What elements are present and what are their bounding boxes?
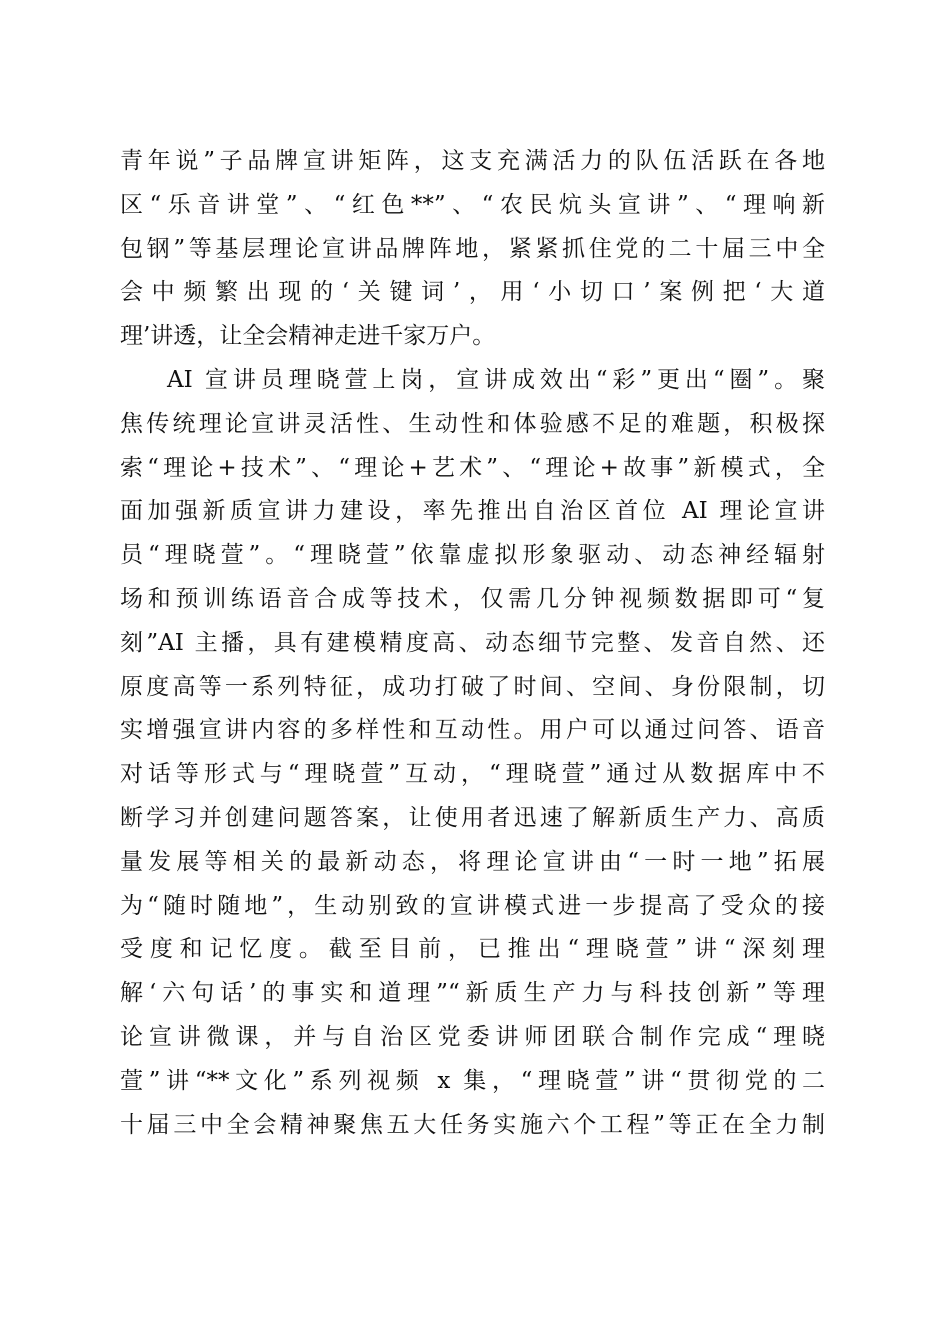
paragraph-line: 原度高等一系列特征，成功打破了时间、空间、身份限制，切 <box>120 673 825 700</box>
paragraph-line: 解‘六句话’的事实和道理”“新质生产力与科技创新”等理 <box>120 980 825 1007</box>
paragraph-line: 受度和记忆度。截至目前，已推出“理晓萱”讲“深刻理 <box>120 936 825 963</box>
paragraph-line: AI 宣讲员理晓萱上岗，宣讲成效出“彩”更出“圈”。聚 <box>167 366 825 393</box>
paragraph-line: 焦传统理论宣讲灵活性、生动性和体验感不足的难题，积极探 <box>120 410 825 437</box>
paragraph-1 <box>120 140 825 359</box>
paragraph-line: 为“随时随地”，生动别致的宣讲模式进一步提高了受众的接 <box>120 892 825 919</box>
paragraph-line: 区“乐音讲堂”、“红色**”、“农民炕头宣讲”、“理响新 <box>120 191 825 218</box>
paragraph-line: 员“理晓萱”。“理晓萱”依靠虚拟形象驱动、动态神经辐射 <box>120 542 825 569</box>
paragraph-line: 索“理论+技术”、“理论+艺术”、“理论+故事”新模式，全 <box>120 454 825 481</box>
paragraph-line: 对话等形式与“理晓萱”互动，“理晓萱”通过从数据库中不 <box>120 761 825 788</box>
paragraph-line: 实增强宣讲内容的多样性和互动性。用户可以通过问答、语音 <box>120 717 825 744</box>
paragraph-line: 论宣讲微课，并与自治区党委讲师团联合制作完成“理晓 <box>120 1023 825 1050</box>
paragraph-line: 面加强新质宣讲力建设，率先推出自治区首位 AI 理论宣讲 <box>120 498 825 525</box>
paragraph-line: 理’讲透，让全会精神走进千家万户。 <box>120 323 496 350</box>
paragraph-line: 量发展等相关的最新动态，将理论宣讲由“一时一地”拓展 <box>120 848 825 875</box>
paragraph-line: 刻”AI 主播，具有建模精度高、动态细节完整、发音自然、还 <box>120 629 825 656</box>
paragraph-2 <box>120 359 825 1147</box>
paragraph-line: 断学习并创建问题答案，让使用者迅速了解新质生产力、高质 <box>120 804 825 831</box>
paragraph-line: 青年说”子品牌宣讲矩阵，这支充满活力的队伍活跃在各地 <box>120 148 825 174</box>
paragraph-line: 十届三中全会精神聚焦五大任务实施六个工程”等正在全力制 <box>120 1111 825 1138</box>
paragraph-line: 包钢”等基层理论宣讲品牌阵地，紧紧抓住党的二十届三中全 <box>120 235 825 262</box>
document-body <box>120 140 825 1147</box>
paragraph-line: 会中频繁出现的‘关键词’，用‘小切口’案例把‘大道 <box>120 279 825 306</box>
paragraph-line: 场和预训练语音合成等技术，仅需几分钟视频数据即可“复 <box>120 585 825 612</box>
paragraph-line: 萱”讲“**文化”系列视频 x 集，“理晓萱”讲“贯彻党的二 <box>120 1067 825 1094</box>
